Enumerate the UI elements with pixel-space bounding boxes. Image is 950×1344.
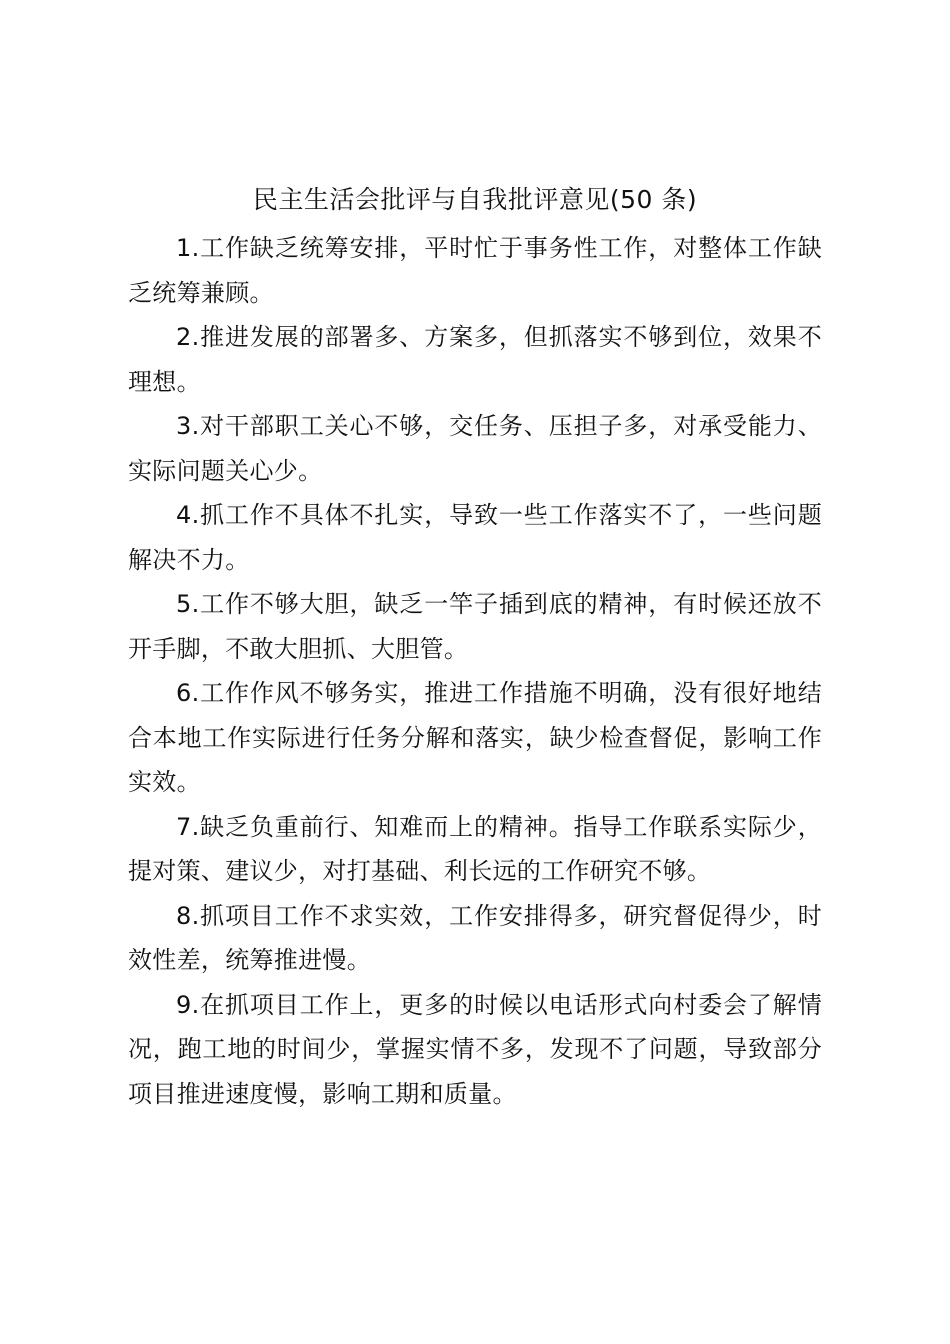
document-body <box>128 226 822 1116</box>
paragraph-6: 6.工作作风不够务实，推进工作措施不明确，没有很好地结合本地工作实际进行任务分解和落实，缺少检查督促，影响工作实效。 <box>128 679 822 796</box>
paragraph-5: 5.工作不够大胆，缺乏一竿子插到底的精神，有时候还放不开手脚，不敢大胆抓、大胆管。 <box>128 590 822 663</box>
document-title: 民主生活会批评与自我批评意见(50 条) <box>252 185 698 214</box>
paragraph-3: 3.对干部职工关心不够，交任务、压担子多，对承受能力、实际问题关心少。 <box>128 412 822 485</box>
paragraph-8: 8.抓项目工作不求实效，工作安排得多，研究督促得少，时效性差，统筹推进慢。 <box>128 901 822 974</box>
paragraph-2: 2.推进发展的部署多、方案多，但抓落实不够到位，效果不理想。 <box>128 323 822 396</box>
paragraph-1: 1.工作缺乏统筹安排，平时忙于事务性工作，对整体工作缺乏统筹兼顾。 <box>128 234 822 307</box>
paragraph-7: 7.缺乏负重前行、知难而上的精神。指导工作联系实际少，提对策、建议少，对打基础、利长远的工作研究不够。 <box>128 812 822 885</box>
paragraph-9: 9.在抓项目工作上，更多的时候以电话形式向村委会了解情况，跑工地的时间少，掌握实情不多，发现不了问题，导致部分项目推进速度慢，影响工期和质量。 <box>128 990 822 1108</box>
paragraph-4: 4.抓工作不具体不扎实，导致一些工作落实不了，一些问题解决不力。 <box>128 501 822 574</box>
